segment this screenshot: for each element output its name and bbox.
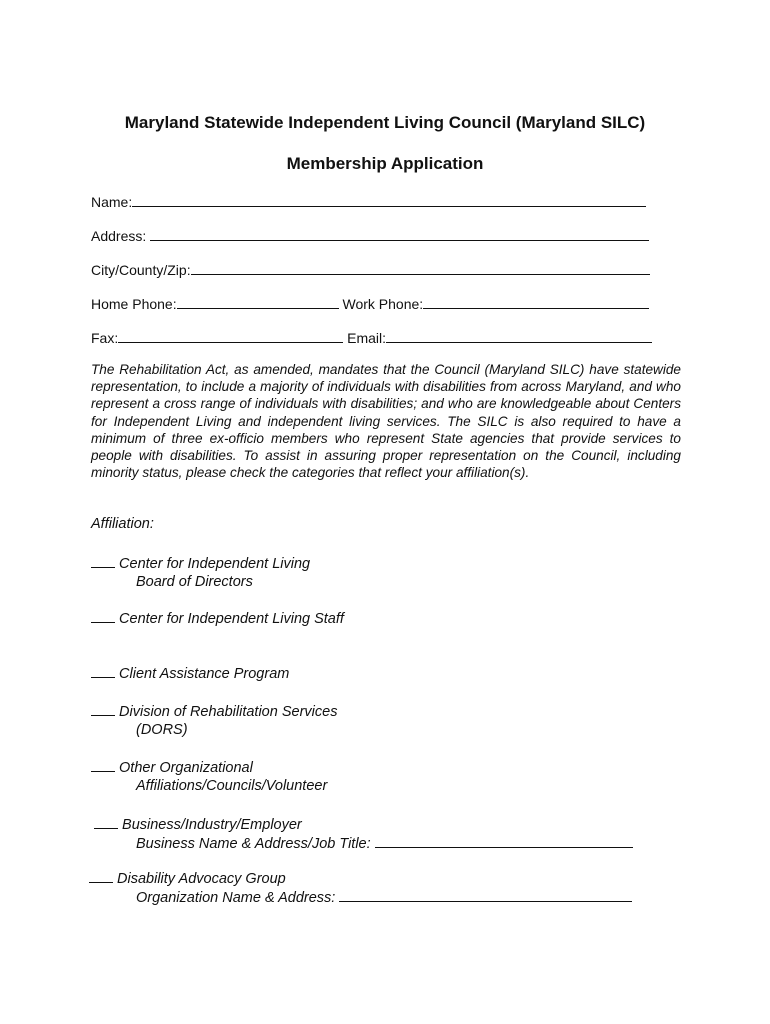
- affiliation-line1: Division of Rehabilitation Services: [119, 704, 338, 720]
- work-phone-input-line[interactable]: [423, 294, 649, 309]
- address-label: Address:: [91, 228, 147, 244]
- affiliation-line1: Business/Industry/Employer: [122, 817, 302, 833]
- fax-label: Fax:: [91, 330, 119, 346]
- affiliation-item-cil-board: [91, 554, 310, 574]
- name-field-row: [91, 192, 646, 211]
- affiliation-item-dors: [91, 702, 337, 722]
- affiliation-line1: Other Organizational: [119, 760, 253, 776]
- name-label: Name:: [91, 194, 133, 210]
- affiliation-item-other: [91, 758, 253, 778]
- home-phone-label: Home Phone:: [91, 296, 177, 312]
- advocacy-detail-row: [136, 888, 632, 908]
- affiliation-line1: Center for Independent Living Staff: [119, 611, 344, 627]
- phone-field-row: [91, 294, 649, 313]
- address-input-line[interactable]: [150, 226, 649, 241]
- check-blank[interactable]: [91, 664, 115, 678]
- affiliation-line1: Disability Advocacy Group: [117, 871, 286, 887]
- affiliation-item-cil-staff: [91, 609, 344, 629]
- work-phone-label: Work Phone:: [342, 296, 424, 312]
- check-blank[interactable]: [91, 609, 115, 623]
- fax-field-row: [91, 328, 652, 347]
- affiliation-line2: Business Name & Address/Job Title:: [136, 836, 371, 852]
- city-label: City/County/Zip:: [91, 262, 191, 278]
- affiliation-item-cap: [91, 664, 289, 684]
- affiliation-line1: Client Assistance Program: [119, 666, 290, 682]
- affiliation-item-advocacy: [89, 869, 286, 889]
- affiliation-line2: Organization Name & Address:: [136, 890, 336, 906]
- email-label: Email:: [347, 330, 387, 346]
- city-field-row: [91, 260, 650, 279]
- business-detail-row: [136, 834, 633, 854]
- advocacy-input-line[interactable]: [339, 888, 632, 902]
- address-field-row: [91, 226, 649, 245]
- affiliation-line2: (DORS): [136, 722, 188, 738]
- check-blank[interactable]: [91, 554, 115, 568]
- city-input-line[interactable]: [191, 260, 650, 275]
- name-input-line[interactable]: [132, 192, 646, 207]
- email-input-line[interactable]: [386, 328, 652, 343]
- business-input-line[interactable]: [375, 834, 633, 848]
- check-blank[interactable]: [94, 815, 118, 829]
- fax-input-line[interactable]: [118, 328, 343, 343]
- org-title: Maryland Statewide Independent Living Council (Maryland SILC): [124, 113, 646, 132]
- affiliation-line2: Affiliations/Councils/Volunteer: [136, 778, 328, 794]
- check-blank[interactable]: [91, 758, 115, 772]
- affiliation-line2: Board of Directors: [136, 574, 253, 590]
- form-title: Membership Application: [286, 154, 484, 173]
- affiliation-label: Affiliation:: [91, 516, 154, 532]
- intro-paragraph: The Rehabilitation Act, as amended, mandates that the Council (Maryland SILC) have statewide representation, to include a majority of individuals with disabilities from across Maryland, and who represent a cross range of individuals with disabilities; and who are knowledgeable about Centers for Independent Living and independent living services. The SILC is also required to have a minimum of three ex-officio members who represent State agencies that provide services to people with disabilities. To assist in assuring proper representation on the Council, including minority status, please check the categories that reflect your affiliation(s).: [91, 362, 681, 481]
- affiliation-item-business: [94, 815, 302, 835]
- check-blank[interactable]: [89, 869, 113, 883]
- check-blank[interactable]: [91, 702, 115, 716]
- home-phone-input-line[interactable]: [177, 294, 339, 309]
- affiliation-line1: Center for Independent Living: [119, 556, 311, 572]
